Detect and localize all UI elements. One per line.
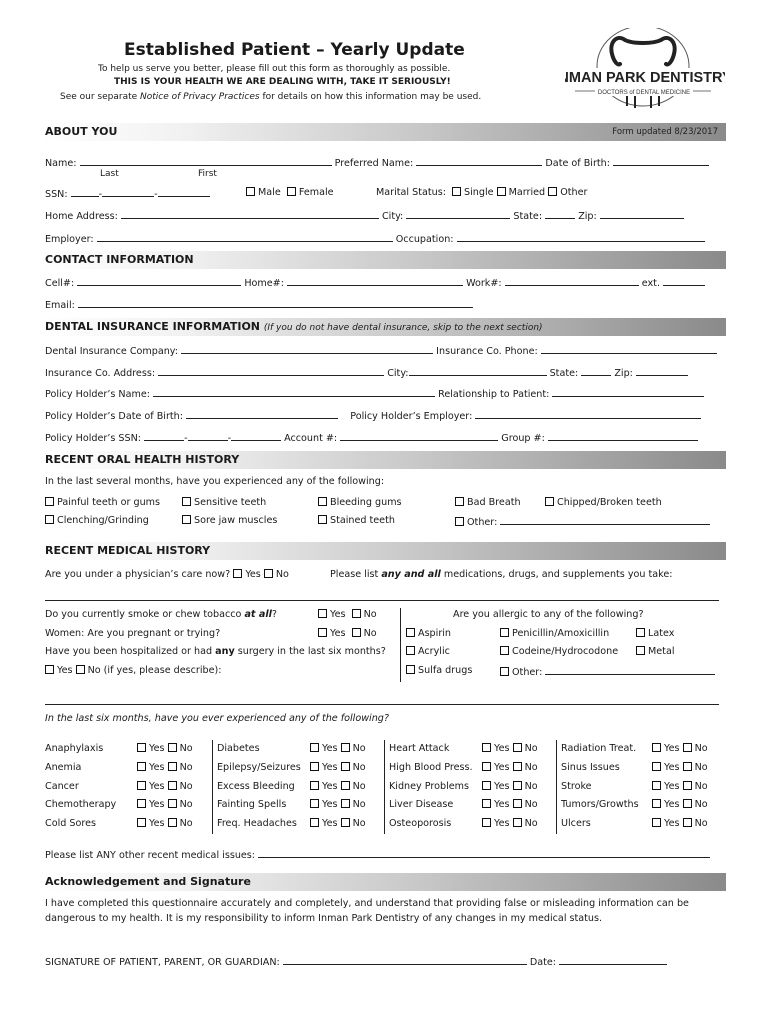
holder-employer-field[interactable] <box>475 409 701 419</box>
condition-no-checkbox[interactable] <box>341 781 350 790</box>
condition-label: Chemotherapy <box>45 799 117 810</box>
condition-label: Liver Disease <box>389 799 454 810</box>
condition-yes-checkbox[interactable] <box>310 781 319 790</box>
ssn-row: SSN: - - <box>45 187 210 200</box>
other-allergy-checkbox[interactable] <box>500 667 509 676</box>
phone-row: Cell#: Home#: Work#: ext. <box>45 276 705 289</box>
holder-name-field[interactable] <box>153 387 435 397</box>
insurance-zip-field[interactable] <box>636 366 688 376</box>
sensitive-teeth-checkbox[interactable] <box>182 497 191 506</box>
condition-yes-no: Yes No <box>482 799 538 810</box>
metal-checkbox[interactable] <box>636 646 645 655</box>
penicillin-checkbox[interactable] <box>500 628 509 637</box>
smoke-options: Yes No <box>318 609 377 620</box>
smoke-question: Do you currently smoke or chew tobacco at all? <box>45 609 277 620</box>
allergy-item: Latex <box>636 628 674 639</box>
employer-field[interactable] <box>97 232 393 242</box>
oral-item: Bad Breath <box>455 497 521 508</box>
holder-ssn-row: Policy Holder’s SSN: - - Account #: Group #: <box>45 431 698 444</box>
insurance-state-field[interactable] <box>581 366 611 376</box>
physician-row: Are you under a physician’s care now? Yes No <box>45 569 289 580</box>
condition-no-checkbox[interactable] <box>683 762 692 771</box>
relationship-field[interactable] <box>552 387 704 397</box>
ack-text-1: I have completed this questionnaire accurately and completely, and understand that providing false or misleading information can be <box>45 898 689 909</box>
other-marital-checkbox[interactable] <box>548 187 557 196</box>
dob-field[interactable] <box>613 156 709 166</box>
smoke-no-checkbox[interactable] <box>352 609 361 618</box>
signature-row: SIGNATURE OF PATIENT, PARENT, OR GUARDIAN: Date: <box>45 955 667 968</box>
condition-label: Cancer <box>45 781 79 792</box>
section-heading: RECENT ORAL HEALTH HISTORY <box>45 453 240 466</box>
section-heading: ABOUT YOU <box>45 125 118 138</box>
condition-yes-checkbox[interactable] <box>652 743 661 752</box>
condition-yes-no: Yes No <box>137 762 193 773</box>
condition-no-checkbox[interactable] <box>513 818 522 827</box>
condition-no-checkbox[interactable] <box>513 743 522 752</box>
condition-label: Tumors/Growths <box>561 799 639 810</box>
condition-no-checkbox[interactable] <box>341 799 350 808</box>
condition-no-checkbox[interactable] <box>513 781 522 790</box>
condition-yes-checkbox[interactable] <box>137 743 146 752</box>
insurance-address-row: Insurance Co. Address: City: State: Zip: <box>45 366 688 379</box>
section-heading: Acknowledgement and Signature <box>45 875 251 888</box>
oral-item: Bleeding gums <box>318 497 402 508</box>
section-insurance <box>40 318 726 336</box>
condition-no-checkbox[interactable] <box>683 743 692 752</box>
codeine-checkbox[interactable] <box>500 646 509 655</box>
condition-yes-no: Yes No <box>310 818 366 829</box>
allergy-item: Aspirin <box>406 628 451 639</box>
condition-yes-checkbox[interactable] <box>652 799 661 808</box>
condition-no-checkbox[interactable] <box>168 762 177 771</box>
stained-teeth-checkbox[interactable] <box>318 515 327 524</box>
condition-yes-no: Yes No <box>310 762 366 773</box>
condition-label: Cold Sores <box>45 818 96 829</box>
condition-yes-no: Yes No <box>482 781 538 792</box>
six-months-prompt: In the last six months, have you ever experienced any of the following? <box>45 713 389 724</box>
other-issues-field[interactable] <box>258 848 710 858</box>
insurance-city-field[interactable] <box>409 366 547 376</box>
other-oral-field[interactable] <box>500 515 710 525</box>
condition-no-checkbox[interactable] <box>168 818 177 827</box>
chipped-teeth-checkbox[interactable] <box>545 497 554 506</box>
ext-field[interactable] <box>663 276 705 286</box>
work-phone-field[interactable] <box>505 276 639 286</box>
section-about-you <box>40 123 726 141</box>
condition-yes-no: Yes No <box>482 762 538 773</box>
physician-no-checkbox[interactable] <box>264 569 273 578</box>
address-field[interactable] <box>121 209 379 219</box>
condition-label: Kidney Problems <box>389 781 469 792</box>
ssn-field-1[interactable] <box>71 187 99 197</box>
oral-item: Chipped/Broken teeth <box>545 497 662 508</box>
ack-text-2: dangerous to my health. It is my responsibility to inform Inman Park Dentistry of any changes in my medical status. <box>45 913 603 924</box>
oral-item: Sore jaw muscles <box>182 515 277 526</box>
insurance-company-row: Dental Insurance Company: Insurance Co. Phone: <box>45 344 717 357</box>
divider <box>212 740 213 834</box>
physician-yes-checkbox[interactable] <box>233 569 242 578</box>
svg-text:DOCTORS of DENTAL MEDICINE: DOCTORS of DENTAL MEDICINE <box>597 90 691 96</box>
holder-dob-row: Policy Holder’s Date of Birth: Policy Holder’s Employer: <box>45 409 701 422</box>
condition-yes-checkbox[interactable] <box>482 799 491 808</box>
last-label: Last <box>100 169 119 179</box>
section-heading: RECENT MEDICAL HISTORY <box>45 544 211 557</box>
condition-no-checkbox[interactable] <box>683 799 692 808</box>
form-updated-date: Form updated 8/23/2017 <box>612 127 718 137</box>
address-row: Home Address: City: State: Zip: <box>45 209 684 222</box>
condition-yes-no: Yes No <box>137 781 193 792</box>
holder-dob-field[interactable] <box>186 409 338 419</box>
section-heading: DENTAL INSURANCE INFORMATION <box>45 320 261 333</box>
condition-no-checkbox[interactable] <box>683 781 692 790</box>
painful-teeth-checkbox[interactable] <box>45 497 54 506</box>
condition-yes-no: Yes No <box>652 762 708 773</box>
section-contact <box>40 251 726 269</box>
condition-yes-checkbox[interactable] <box>310 818 319 827</box>
male-checkbox[interactable] <box>246 187 255 196</box>
condition-yes-checkbox[interactable] <box>652 781 661 790</box>
other-issues-row: Please list ANY other recent medical issues: <box>45 848 710 861</box>
condition-yes-checkbox[interactable] <box>652 762 661 771</box>
condition-yes-no: Yes No <box>310 743 366 754</box>
allergy-item: Metal <box>636 646 675 657</box>
tooth-logo-icon <box>565 28 725 114</box>
condition-yes-no: Yes No <box>482 743 538 754</box>
section-acknowledgement <box>40 873 726 891</box>
female-checkbox[interactable] <box>287 187 296 196</box>
condition-label: High Blood Press. <box>389 762 473 773</box>
insurance-address-field[interactable] <box>158 366 384 376</box>
account-field[interactable] <box>340 431 498 441</box>
condition-label: Fainting Spells <box>217 799 287 810</box>
holder-ssn-2[interactable] <box>188 431 228 441</box>
oral-item: Other: <box>455 515 710 528</box>
ssn-field-2[interactable] <box>102 187 154 197</box>
section-medical <box>40 542 726 560</box>
condition-yes-checkbox[interactable] <box>310 799 319 808</box>
condition-yes-checkbox[interactable] <box>482 762 491 771</box>
acrylic-checkbox[interactable] <box>406 646 415 655</box>
holder-ssn-1[interactable] <box>144 431 184 441</box>
divider <box>556 740 557 834</box>
clenching-checkbox[interactable] <box>45 515 54 524</box>
cell-field[interactable] <box>77 276 241 286</box>
group-field[interactable] <box>548 431 698 441</box>
allergy-item: Sulfa drugs <box>406 665 472 676</box>
hospital-yes-checkbox[interactable] <box>45 665 54 674</box>
section-heading: CONTACT INFORMATION <box>45 253 194 266</box>
sulfa-checkbox[interactable] <box>406 665 415 674</box>
condition-yes-no: Yes No <box>652 799 708 810</box>
medications-prompt: Please list any and all medications, drugs, and supplements you take: <box>330 569 673 580</box>
condition-label: Freq. Headaches <box>217 818 297 829</box>
divider <box>384 740 385 834</box>
marital-options: Marital Status: Single Married Other <box>376 187 588 198</box>
condition-yes-checkbox[interactable] <box>482 781 491 790</box>
condition-no-checkbox[interactable] <box>341 743 350 752</box>
condition-no-checkbox[interactable] <box>513 799 522 808</box>
first-label: First <box>198 169 217 179</box>
practice-logo <box>565 28 725 114</box>
smoke-yes-checkbox[interactable] <box>318 609 327 618</box>
married-checkbox[interactable] <box>497 187 506 196</box>
divider <box>400 608 401 682</box>
single-checkbox[interactable] <box>452 187 461 196</box>
condition-no-checkbox[interactable] <box>168 781 177 790</box>
condition-yes-no: Yes No <box>310 799 366 810</box>
preferred-name-field[interactable] <box>416 156 542 166</box>
insurance-phone-field[interactable] <box>541 344 717 354</box>
ssn-field-3[interactable] <box>158 187 210 197</box>
intro-line-3: See our separate Notice of Privacy Practices for details on how this information may be used. <box>60 92 482 102</box>
condition-no-checkbox[interactable] <box>341 762 350 771</box>
condition-yes-checkbox[interactable] <box>137 818 146 827</box>
condition-label: Heart Attack <box>389 743 450 754</box>
other-allergy-field[interactable] <box>545 665 715 675</box>
section-subheading: (If you do not have dental insurance, skip to the next section) <box>263 323 543 333</box>
gender-options: Male Female <box>246 187 334 198</box>
occupation-field[interactable] <box>457 232 705 242</box>
allergy-item: Other: <box>500 665 715 678</box>
condition-yes-no: Yes No <box>652 818 708 829</box>
latex-checkbox[interactable] <box>636 628 645 637</box>
pregnant-question: Women: Are you pregnant or trying? <box>45 628 221 639</box>
allergy-item: Codeine/Hydrocodone <box>500 646 618 657</box>
allergy-question: Are you allergic to any of the following? <box>453 609 644 620</box>
intro-line-1: To help us serve you better, please fill out this form as thoroughly as possible. <box>98 64 451 74</box>
sore-jaw-checkbox[interactable] <box>182 515 191 524</box>
city-field[interactable] <box>406 209 510 219</box>
condition-no-checkbox[interactable] <box>341 818 350 827</box>
form-title: Established Patient – Yearly Update <box>124 40 465 60</box>
bad-breath-checkbox[interactable] <box>455 497 464 506</box>
hospital-no-checkbox[interactable] <box>76 665 85 674</box>
insurance-company-field[interactable] <box>181 344 433 354</box>
condition-yes-no: Yes No <box>137 818 193 829</box>
name-field[interactable] <box>80 156 332 166</box>
oral-item: Painful teeth or gums <box>45 497 160 508</box>
home-phone-field[interactable] <box>287 276 463 286</box>
condition-label: Ulcers <box>561 818 591 829</box>
hospitalized-options: Yes No (if yes, please describe): <box>45 665 222 676</box>
medications-line[interactable] <box>45 600 719 601</box>
condition-label: Stroke <box>561 781 592 792</box>
oral-prompt: In the last several months, have you experienced any of the following: <box>45 476 385 487</box>
condition-label: Excess Bleeding <box>217 781 295 792</box>
aspirin-checkbox[interactable] <box>406 628 415 637</box>
hospitalized-question: Have you been hospitalized or had any surgery in the last six months? <box>45 646 386 657</box>
section-oral-health <box>40 451 726 469</box>
condition-label: Radiation Treat. <box>561 743 637 754</box>
condition-no-checkbox[interactable] <box>513 762 522 771</box>
employer-row: Employer: Occupation: <box>45 232 705 245</box>
condition-label: Anaphylaxis <box>45 743 104 754</box>
allergy-item: Penicillin/Amoxicillin <box>500 628 609 639</box>
condition-yes-no: Yes No <box>310 781 366 792</box>
pregnant-no-checkbox[interactable] <box>352 628 361 637</box>
condition-yes-checkbox[interactable] <box>137 762 146 771</box>
name-row: Name: Preferred Name: Date of Birth: <box>45 156 709 169</box>
condition-label: Osteoporosis <box>389 818 452 829</box>
condition-label: Epilepsy/Seizures <box>217 762 301 773</box>
condition-yes-checkbox[interactable] <box>482 743 491 752</box>
condition-yes-no: Yes No <box>482 818 538 829</box>
date-field[interactable] <box>559 955 667 965</box>
oral-item: Clenching/Grinding <box>45 515 149 526</box>
condition-yes-checkbox[interactable] <box>137 781 146 790</box>
hospital-describe-line[interactable] <box>45 704 719 705</box>
condition-label: Sinus Issues <box>561 762 620 773</box>
email-field[interactable] <box>78 298 473 308</box>
other-oral-checkbox[interactable] <box>455 517 464 526</box>
state-field[interactable] <box>545 209 575 219</box>
intro-line-2: THIS IS YOUR HEALTH WE ARE DEALING WITH, TAKE IT SERIOUSLY! <box>114 77 451 87</box>
svg-text:INMAN PARK DENTISTRY: INMAN PARK DENTISTRY <box>565 70 725 86</box>
email-row: Email: <box>45 298 473 311</box>
condition-yes-checkbox[interactable] <box>137 799 146 808</box>
allergy-item: Acrylic <box>406 646 450 657</box>
holder-ssn-3[interactable] <box>231 431 281 441</box>
condition-yes-checkbox[interactable] <box>482 818 491 827</box>
condition-no-checkbox[interactable] <box>168 799 177 808</box>
condition-yes-no: Yes No <box>137 743 193 754</box>
condition-no-checkbox[interactable] <box>168 743 177 752</box>
holder-name-row: Policy Holder’s Name: Relationship to Patient: <box>45 387 704 400</box>
pregnant-options: Yes No <box>318 628 377 639</box>
oral-item: Sensitive teeth <box>182 497 266 508</box>
oral-item: Stained teeth <box>318 515 395 526</box>
condition-yes-checkbox[interactable] <box>310 762 319 771</box>
condition-yes-no: Yes No <box>137 799 193 810</box>
condition-yes-checkbox[interactable] <box>652 818 661 827</box>
condition-label: Anemia <box>45 762 82 773</box>
pregnant-yes-checkbox[interactable] <box>318 628 327 637</box>
condition-yes-no: Yes No <box>652 743 708 754</box>
condition-yes-no: Yes No <box>652 781 708 792</box>
condition-no-checkbox[interactable] <box>683 818 692 827</box>
condition-yes-checkbox[interactable] <box>310 743 319 752</box>
zip-field[interactable] <box>600 209 684 219</box>
condition-label: Diabetes <box>217 743 260 754</box>
bleeding-gums-checkbox[interactable] <box>318 497 327 506</box>
signature-field[interactable] <box>283 955 527 965</box>
